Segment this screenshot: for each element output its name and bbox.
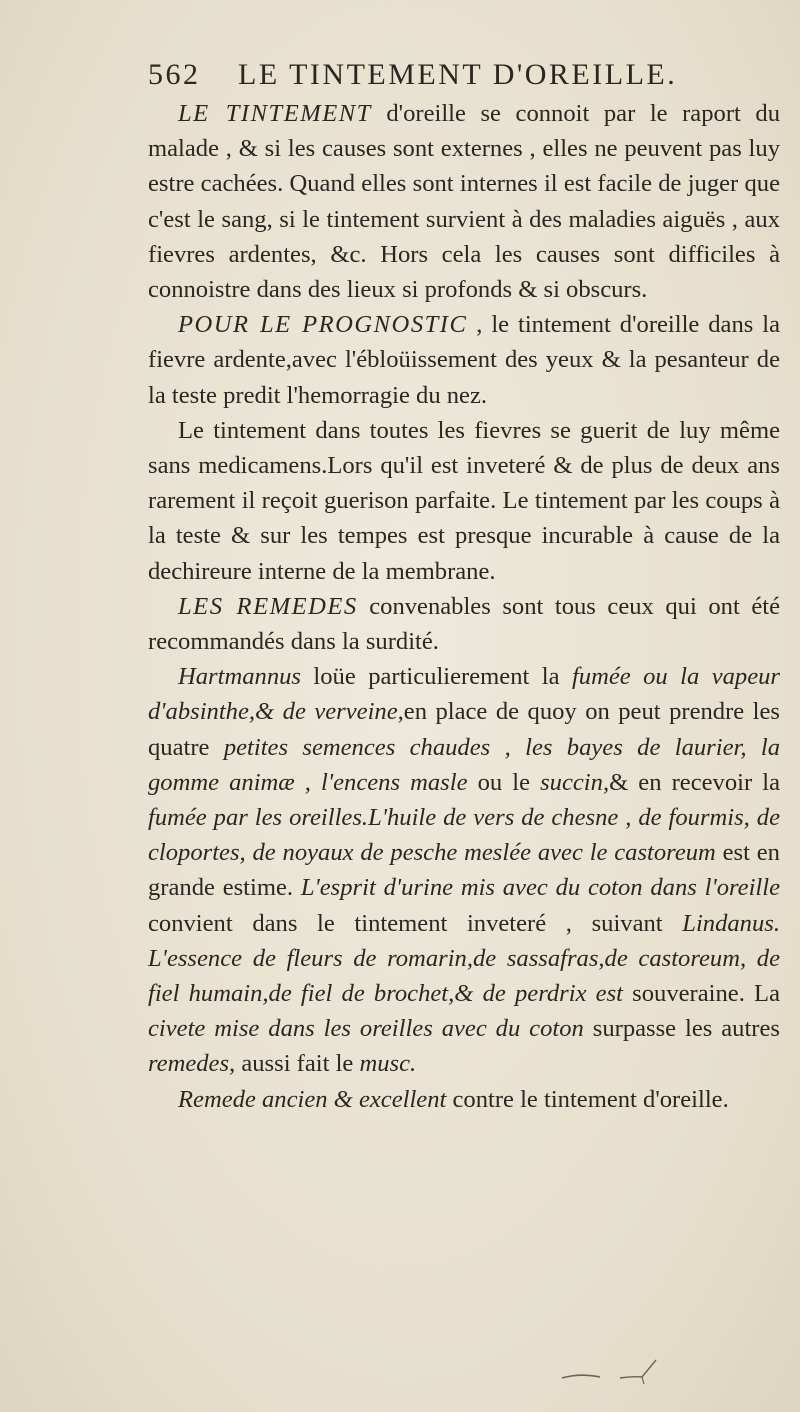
paragraph-prognostic (148, 307, 780, 413)
remedy-name: remedes, (148, 1050, 236, 1078)
text-run: souveraine. La (623, 980, 780, 1008)
paragraph-text: convenables sont tous ceux qui ont été recommandés dans la surdité. (148, 592, 780, 656)
paragraph-text: d'oreille se connoit par le raport du malade , & si les causes sont externes , elles ne peuvent pas luy estre cachées. Quand elles sont internes il est facile de juger que c'est le sang, si le tintement survient à des maladies aiguës , aux fievres ardentes, &c. Hors cela les causes sont difficiles à connoistre dans des lieux si profonds & si obscurs. (148, 100, 780, 304)
section-lead-prognostic: POUR LE PROGNOSTIC (178, 311, 468, 339)
text-run: surpasse les autres (583, 1015, 780, 1043)
paragraph-diagnosis (148, 96, 780, 307)
remedy-heading: Remede ancien & excellent (178, 1085, 447, 1113)
remedy-name: succin, (540, 768, 610, 796)
text-run: ou le (467, 768, 541, 796)
catchword-flourish-icon (560, 1356, 670, 1386)
page-body (148, 96, 780, 1117)
page-number: 562 (148, 58, 201, 91)
paragraph-healing: Le tintement dans toutes les fievres se guerit de luy même sans medicamens.Lors qu'il est inveteré & de plus de deux ans rarement il reçoit guerison parfaite. Le tintement par les coups à la teste & sur les tempes est presque incurable à cause de la dechireure interne de la membrane. (148, 416, 780, 585)
remedy-name: fumée ou la vapeur d'absinthe,& de verveine, (148, 663, 780, 726)
text-run: convient dans le tintement inveteré , suivant (148, 909, 683, 937)
section-lead-tintement: LE TINTEMENT (178, 100, 372, 127)
text-run: est en grande estime. (148, 839, 780, 902)
section-lead-remedies: LES REMEDES (178, 592, 358, 620)
paragraph-ancient-remedy (148, 1082, 780, 1117)
paragraph-text: contre le tintement d'oreille. (446, 1085, 729, 1113)
text-run: en place de quoy on peut prendre les quatre (148, 698, 780, 761)
paragraph-remedy-list (148, 659, 780, 1081)
remedy-name: fumée par les oreilles.L'huile de vers de chesne , de fourmis, de cloportes, de noyaux de pesche meslée avec le castoreum (148, 804, 780, 867)
text-run: aussi fait le (235, 1050, 360, 1078)
remedy-name: L'esprit d'urine mis avec du coton dans l'oreille (300, 874, 781, 902)
text-run: loüe particulierement la (300, 663, 572, 691)
author-name: Lindanus. (682, 909, 780, 937)
running-title: LE TINTEMENT D'OREILLE. (238, 58, 678, 91)
remedy-name: L'essence de fleurs de romarin,de sassafras,de castoreum, de fiel humain,de fiel de brochet,& de perdrix est (148, 944, 780, 1008)
text-run: & en recevoir la (609, 768, 780, 796)
remedy-name: civete mise dans les oreilles avec du coton (148, 1015, 584, 1043)
remedy-name: musc. (359, 1050, 417, 1078)
paragraph-remedies (148, 589, 780, 659)
paragraph-text: , le tintement d'oreille dans la fievre ardente,avec l'ébloüissement des yeux & la pesanteur de la teste predit l'hemorragie du nez. (148, 311, 780, 409)
author-name: Hartmannus (178, 663, 301, 691)
remedy-name: petites semences chaudes , les bayes de laurier, la gomme animæ , l'encens masle (148, 733, 780, 796)
